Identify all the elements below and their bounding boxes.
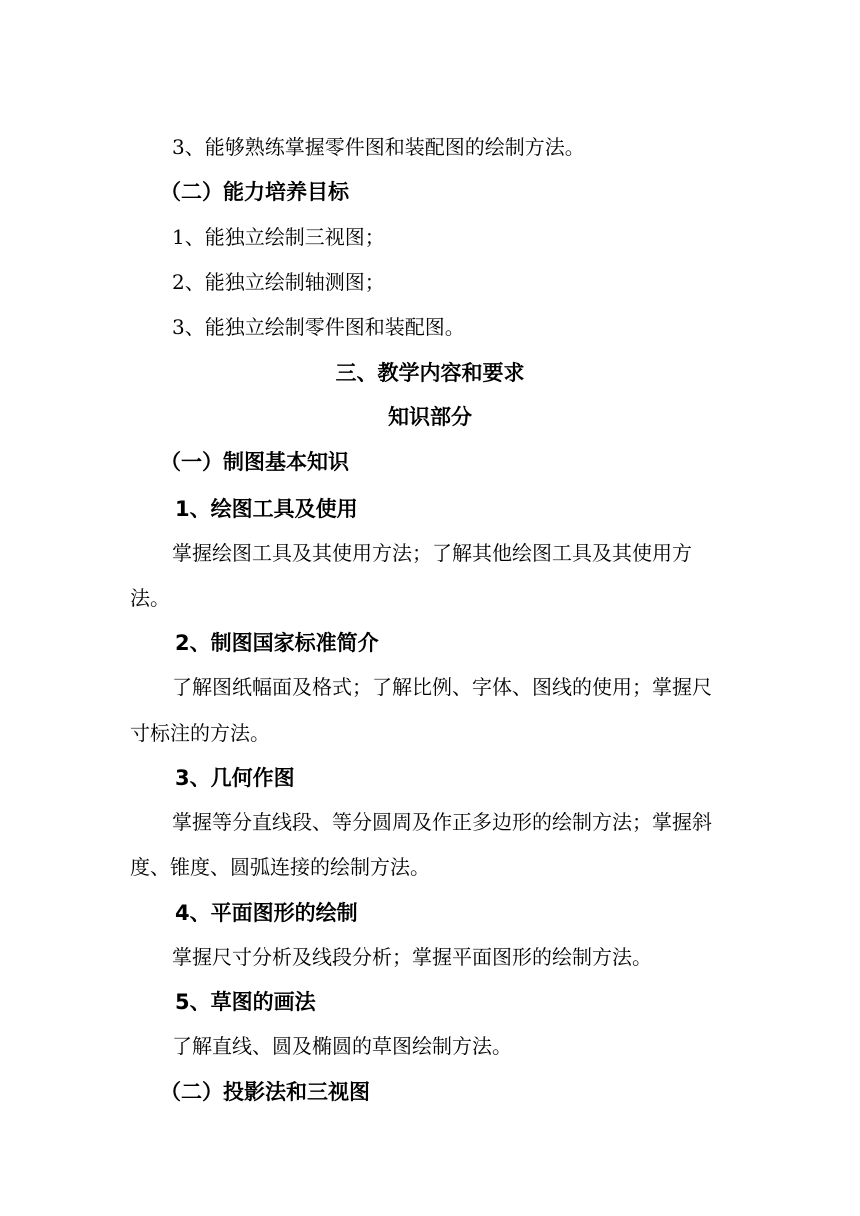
paragraph-line: 法。 [130, 586, 170, 610]
paragraph-line: 度、锥度、圆弧连接的绘制方法。 [130, 855, 430, 879]
objective-item: 2、能独立绘制轴测图； [172, 270, 385, 294]
section-heading: （一）制图基本知识 [160, 450, 349, 474]
paragraph-line: 了解图纸幅面及格式；了解比例、字体、图线的使用；掌握尺 [172, 675, 712, 699]
paragraph-line: 掌握等分直线段、等分圆周及作正多边形的绘制方法；掌握斜 [172, 810, 712, 834]
paragraph-line: 了解直线、圆及椭圆的草图绘制方法。 [172, 1034, 512, 1058]
chapter-title: 三、教学内容和要求 [335, 361, 525, 385]
paragraph-line: 寸标注的方法。 [130, 721, 270, 745]
subsection-heading: 4、平面图形的绘制 [175, 901, 358, 925]
subsection-heading: 5、草图的画法 [175, 990, 316, 1014]
section-heading: （二）能力培养目标 [160, 180, 349, 204]
section-heading: （二）投影法和三视图 [160, 1080, 370, 1104]
subsection-heading: 3、几何作图 [175, 766, 295, 790]
paragraph-line: 掌握尺寸分析及线段分析；掌握平面图形的绘制方法。 [172, 945, 652, 969]
part-title: 知识部分 [388, 405, 472, 429]
paragraph-line: 掌握绘图工具及其使用方法；了解其他绘图工具及其使用方 [172, 541, 692, 565]
subsection-heading: 1、绘图工具及使用 [175, 497, 358, 521]
subsection-heading: 2、制图国家标准简介 [175, 631, 379, 655]
objective-item: 3、能独立绘制零件图和装配图。 [172, 315, 465, 339]
objective-item: 3、能够熟练掌握零件图和装配图的绘制方法。 [172, 135, 585, 159]
objective-item: 1、能独立绘制三视图； [172, 225, 385, 249]
